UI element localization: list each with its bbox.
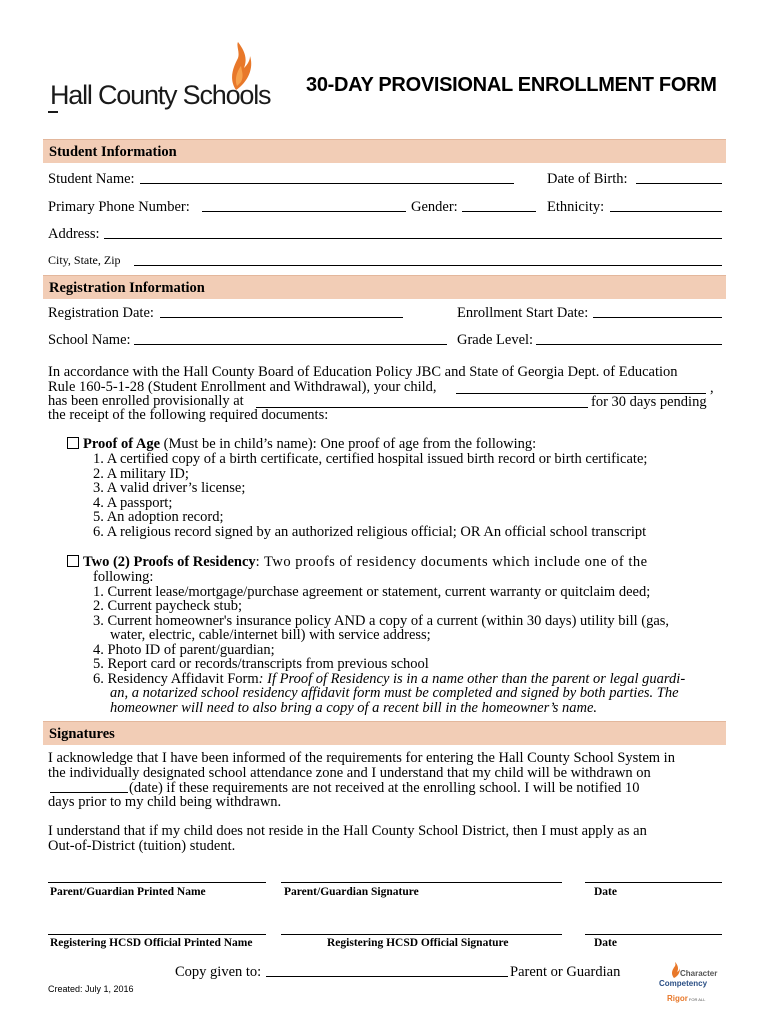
- character-badge: [654, 962, 734, 1002]
- ack-line-3: (date) if these requirements are not received at the enrolling school. I will be notified 10: [129, 780, 640, 796]
- list-item: 4. Photo ID of parent/guardian;: [93, 641, 275, 658]
- residency-header: [67, 554, 648, 571]
- logo-text: Hall County Schools: [50, 80, 271, 110]
- copy-given-field[interactable]: [266, 976, 508, 977]
- proof-of-age-label: Proof of Age: [83, 436, 161, 452]
- phone-label: Primary Phone Number:: [48, 199, 190, 215]
- residency-label: Two (2) Proofs of Residency: [83, 554, 256, 570]
- policy-line-2-end: ,: [710, 380, 714, 396]
- gender-label: Gender:: [411, 199, 458, 215]
- list-item: 5. An adoption record;: [93, 509, 224, 525]
- ack-line-2: the individually designated school attendance zone and I understand that my child will be withdrawn on: [48, 765, 651, 781]
- registration-info-heading: Registration Information: [43, 275, 726, 299]
- address-field[interactable]: [104, 238, 722, 239]
- proof-of-age-checkbox[interactable]: [67, 437, 79, 449]
- list-item: 4. A passport;: [93, 494, 173, 511]
- official-name-caption: Registering HCSD Official Printed Name: [50, 937, 253, 949]
- school-name-label: School Name:: [48, 332, 131, 348]
- logo: [48, 40, 283, 120]
- parent-or-guardian-label: Parent or Guardian: [510, 964, 621, 980]
- copy-given-label: Copy given to:: [175, 964, 262, 980]
- ood-line-1: I understand that if my child does not reside in the Hall County School District, then I must apply as an: [48, 823, 647, 839]
- student-name-label: Student Name:: [48, 171, 135, 187]
- enrollment-start-label: Enrollment Start Date:: [457, 305, 589, 321]
- list-item: homeowner will need to also bring a copy of a recent bill in the homeowner’s name.: [110, 699, 598, 716]
- list-item: [93, 672, 685, 687]
- page-title: 30-DAY PROVISIONAL ENROLLMENT FORM: [306, 74, 717, 96]
- withdraw-date-field[interactable]: [50, 792, 128, 793]
- residency-checkbox[interactable]: [67, 555, 79, 567]
- dob-field[interactable]: [636, 183, 722, 184]
- badge-line-1: Character: [680, 969, 718, 978]
- date1-caption: Date: [594, 886, 617, 898]
- address-label: Address:: [48, 226, 100, 242]
- ood-line-2: Out-of-District (tuition) student.: [48, 838, 236, 854]
- residency-list: [93, 570, 685, 715]
- proof-of-age-list: [93, 452, 647, 540]
- proof-of-age-desc: (Must be in child’s name): One proof of age from the following:: [160, 436, 537, 452]
- logo-underline: [48, 111, 58, 113]
- official-signature-caption: Registering HCSD Official Signature: [327, 937, 509, 949]
- list-item: following:: [93, 569, 154, 585]
- badge-line-3: Rigor: [667, 994, 688, 1003]
- grade-level-label: Grade Level:: [457, 332, 534, 348]
- list-item: 6. A religious record signed by an authorized religious official; OR An official school transcript: [93, 524, 647, 540]
- parent-name-line[interactable]: [48, 882, 266, 883]
- policy-line-3-end: for 30 days pending: [591, 394, 707, 410]
- official-signature-line[interactable]: [281, 934, 562, 935]
- ack-line-4: days prior to my child being withdrawn.: [48, 794, 282, 810]
- list-item: an, a notarized school residency affidavit form must be completed and signed by both parties. The: [110, 685, 679, 701]
- city-state-zip-field[interactable]: [134, 265, 722, 266]
- list-item: 2. Current paycheck stub;: [93, 598, 242, 614]
- badge-line-2: Competency: [659, 979, 708, 988]
- signatures-heading: Signatures: [43, 721, 726, 745]
- policy-line-4: the receipt of the following required documents:: [48, 407, 329, 423]
- list-item: 3. A valid driver’s license;: [93, 480, 246, 496]
- list-item: water, electric, cable/internet bill) with service address;: [110, 627, 431, 643]
- policy-line-3: has been enrolled provisionally at: [48, 393, 244, 409]
- residency-desc: : Two proofs of residency documents which include one of the: [255, 554, 648, 570]
- parent-signature-caption: Parent/Guardian Signature: [284, 886, 419, 898]
- date2-caption: Date: [594, 937, 617, 949]
- policy-line-2: Rule 160-5-1-28 (Student Enrollment and Withdrawal), your child,: [48, 379, 437, 395]
- registration-date-field[interactable]: [160, 317, 403, 318]
- student-name-field[interactable]: [140, 183, 514, 184]
- date1-line[interactable]: [585, 882, 722, 883]
- ethnicity-field[interactable]: [610, 211, 722, 212]
- phone-field[interactable]: [202, 211, 406, 212]
- parent-signature-line[interactable]: [281, 882, 562, 883]
- badge-flame-icon: [670, 962, 680, 978]
- ack-line-1: I acknowledge that I have been informed of the requirements for entering the Hall County School System in: [48, 750, 675, 766]
- date2-line[interactable]: [585, 934, 722, 935]
- enrollment-start-field[interactable]: [593, 317, 722, 318]
- badge-line-3-small: FOR ALL: [688, 997, 706, 1002]
- ethnicity-label: Ethnicity:: [547, 199, 605, 215]
- list-item: 3. Current homeowner's insurance policy AND a copy of a current (within 30 days) utility bill (gas,: [93, 612, 670, 629]
- list-item: 5. Report card or records/transcripts from previous school: [93, 656, 429, 672]
- official-name-line[interactable]: [48, 934, 266, 935]
- affidavit-note: : If Proof of Residency is in a name other than the parent or legal guardi-: [258, 670, 686, 687]
- student-info-heading: Student Information: [43, 139, 726, 163]
- list-item: 2. A military ID;: [93, 465, 189, 482]
- policy-line-1: In accordance with the Hall County Board of Education Policy JBC and State of Georgia Dept. of Education: [48, 364, 678, 380]
- city-state-zip-label: City, State, Zip: [48, 253, 121, 267]
- created-date: Created: July 1, 2016: [48, 984, 134, 994]
- gender-field[interactable]: [462, 211, 536, 212]
- parent-name-caption: Parent/Guardian Printed Name: [50, 886, 206, 898]
- affidavit-prefix: 6. Residency Affidavit Form: [93, 670, 259, 687]
- badge-line-3-wrap: [667, 988, 705, 1006]
- list-item: 1. Current lease/mortgage/purchase agreement or statement, current warranty or quitclaim deed;: [93, 583, 651, 600]
- grade-level-field[interactable]: [536, 344, 722, 345]
- registration-date-label: Registration Date:: [48, 305, 154, 321]
- list-item: 1. A certified copy of a birth certificate, certified hospital issued birth record or birth certificate;: [93, 451, 648, 467]
- dob-label: Date of Birth:: [547, 171, 628, 187]
- school-name-field[interactable]: [134, 344, 447, 345]
